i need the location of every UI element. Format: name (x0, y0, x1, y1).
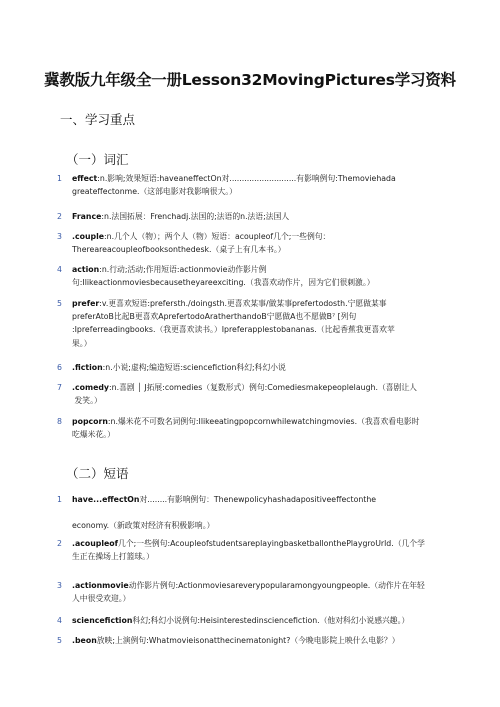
phrase-item-number: 5 (57, 636, 62, 645)
phrase-item-body (72, 537, 452, 563)
vocab-item-keyword: France (72, 212, 102, 221)
vocab-item (57, 263, 452, 289)
vocab-item-keyword: effect (72, 174, 98, 183)
vocab-item-number: 6 (57, 363, 62, 372)
phrase-item-body (72, 634, 452, 647)
phrase-item-text: 动作影片例句:Actionmoviesareverypopularamongyoungpeople.（动作片在年轻 人中很受欢迎。） (72, 581, 425, 604)
subheading-vocabulary: （一）词汇 (66, 152, 129, 167)
phrase-item-text: 放映;上演例句:Whatmovieisonatthecinematonight?（今晚电影院上映什么电影？） (96, 636, 400, 645)
vocab-item (57, 297, 452, 350)
phrase-item (57, 634, 452, 647)
vocab-item-number: 5 (57, 299, 62, 308)
vocab-item-number: 4 (57, 265, 62, 274)
vocab-item (57, 172, 452, 198)
phrase-item-number: 3 (57, 581, 62, 590)
vocab-item-keyword: popcorn (72, 417, 108, 426)
vocab-item-number: 1 (57, 174, 62, 183)
vocab-item-text: :v.更喜欢短语:prefersth./doingsth.更喜欢某事/做某事prefertodosth.宁愿做某事 preferAtoB比起B更喜欢AprefertodoAratherthandoB宁愿做A也不愿做B⁷ [列句 :Ipreferreadingbooks.（我更喜欢读书。）Ipreferapplestobananas.（比起香蕉我更喜欢苹 果。） (72, 299, 395, 348)
vocab-item (57, 381, 452, 407)
vocab-item-number: 2 (57, 212, 62, 221)
phrase-item-keyword: .actionmovie (72, 581, 129, 590)
vocab-item-text: :n.小说;虚构;编造短语:sciencefiction科幻;科幻小说 (102, 363, 286, 372)
vocab-item-body (72, 381, 452, 407)
phrase-item (57, 537, 452, 563)
vocab-item-keyword: .fiction (72, 363, 103, 372)
page-title: 冀教版九年级全一册Lesson32MovingPictures学习资料 (44, 71, 456, 89)
phrase-item-keyword: sciencefiction (72, 616, 133, 625)
phrase-item-number: 1 (57, 495, 62, 504)
subheading-phrases: （二）短语 (66, 466, 129, 481)
vocab-item-keyword: .comedy (72, 383, 110, 392)
phrase-item-text: 对........有影响例句：Thenewpolicyhashadapositiveeffectonthe economy.（新政策对经济有积极影响。） (72, 495, 377, 531)
vocab-item-keyword: prefer (72, 299, 100, 308)
vocab-item (57, 230, 452, 256)
vocab-item-body (72, 415, 452, 441)
phrase-item-body (72, 579, 452, 605)
vocab-item-text: :n.影响;效果短语:haveaneffectOn对...........................有影响例句:Themoviehada greateffectonme.（这部电影对我影响很大。） (72, 174, 396, 197)
phrase-item-keyword: have...effectOn (72, 495, 140, 504)
vocab-item-number: 3 (57, 232, 62, 241)
vocab-item-text: :n.几个人（物）；两个人（物）短语：acoupleof几个;一些例句： Thereareacoupleofbooksonthedesk.（桌子上有几本书。） (72, 232, 331, 255)
section-heading-key-points: 一、学习重点 (60, 112, 136, 127)
phrase-item (57, 493, 452, 533)
vocab-item-body (72, 210, 452, 223)
phrase-item-number: 2 (57, 539, 62, 548)
vocab-item-number: 8 (57, 417, 62, 426)
phrase-item (57, 614, 452, 627)
phrase-item (57, 579, 452, 605)
vocab-item-keyword: .couple (72, 232, 105, 241)
phrase-item-keyword: .beon (72, 636, 97, 645)
vocab-item-body (72, 361, 452, 374)
phrase-item-text: 几个;一些例句:AcoupleofstudentsareplayingbasketballonthePlaygroUrld.（几个学 生正在操场上打篮球。） (72, 539, 425, 562)
vocab-item-text: :n.爆米花不可数名词例句:Ilikeeatingpopcornwhilewatchingmovies.（我喜欢看电影时 吃爆米花。） (72, 417, 420, 440)
phrase-item-body (72, 493, 452, 533)
vocab-item-text: :n.行动;活动;作用短语:actionmovie动作影片例 句:Ilikeactionmoviesbecausetheyareexciting.（我喜欢动作片，因为它们很刺激。） (72, 265, 375, 288)
phrase-item-body (72, 614, 452, 627)
vocab-item-text: :n.喜剧 │ J拓展:comedies（复数形式）例句:Comediesmakepeoplelaugh.（喜剧让人 发笑。） (74, 383, 417, 406)
phrase-item-number: 4 (57, 616, 62, 625)
vocab-item-body (72, 230, 452, 256)
vocab-item (57, 361, 452, 374)
phrase-item-keyword: .acoupleof (72, 539, 119, 548)
vocab-item (57, 415, 452, 441)
vocab-item-body (72, 263, 452, 289)
vocab-item-number: 7 (57, 383, 62, 392)
vocab-item-body (72, 172, 452, 198)
vocab-item-body (72, 297, 452, 350)
phrase-item-text: 科幻;科幻小说例句:Heisinterestedinsciencefiction.（他对科幻小说感兴趣。） (132, 616, 410, 625)
vocab-item-text: :n.法国拓展：Frenchadj.法国的;法语的n.法语;法国人 (101, 212, 290, 221)
vocab-item (57, 210, 452, 223)
vocab-item-keyword: action (72, 265, 100, 274)
